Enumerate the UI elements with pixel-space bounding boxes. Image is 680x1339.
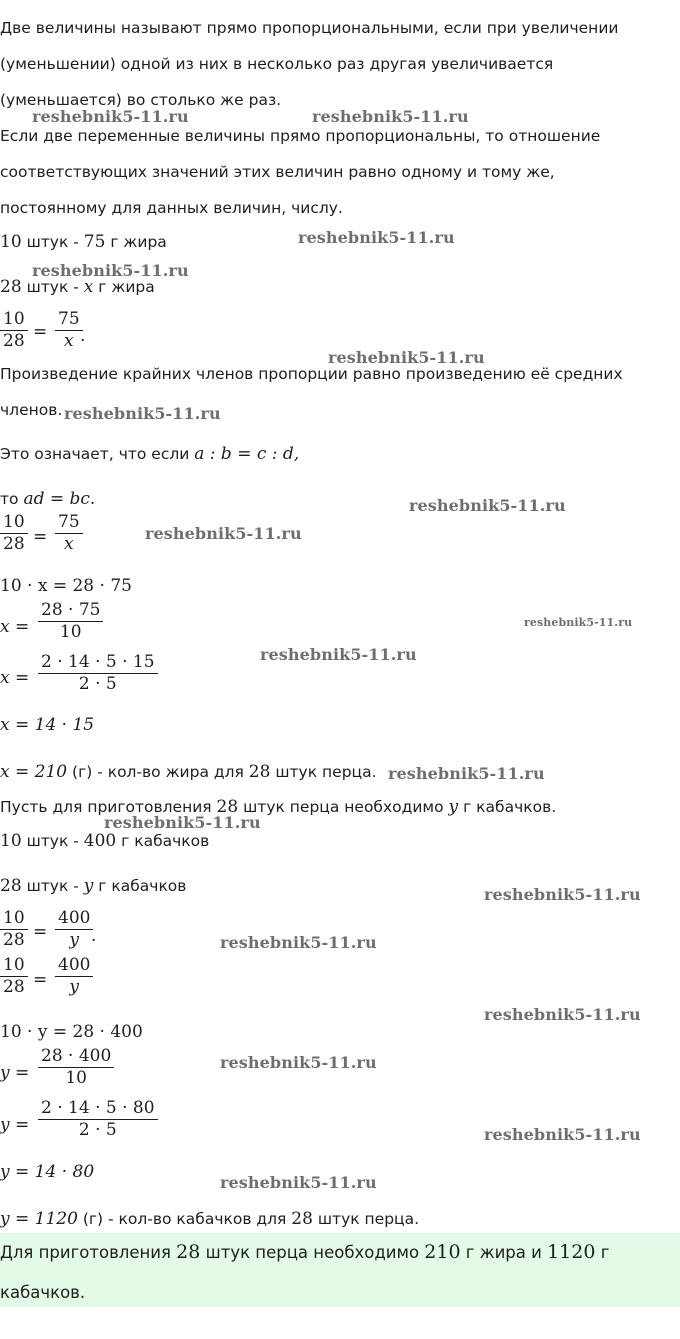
y-step-3-fraction: 28 · 400 10 xyxy=(38,1046,114,1089)
y-step-3-lhs: y = xyxy=(0,1063,30,1083)
zucchini-proportion-left: 10 28 xyxy=(0,908,28,951)
x-result: x = 210 (г) - кол-во жира для 28 штук перца. xyxy=(0,762,377,782)
definition-line-3: (уменьшается) во столько же раз. xyxy=(0,91,282,109)
answer-line-2: кабачков. xyxy=(0,1283,86,1302)
y-step-5: y = 14 · 80 xyxy=(0,1162,95,1182)
watermark: reshebnik5-11.ru xyxy=(220,1173,377,1192)
x-step-5: x = 14 · 15 xyxy=(0,715,95,735)
watermark: reshebnik5-11.ru xyxy=(64,404,221,423)
watermark: reshebnik5-11.ru xyxy=(312,107,469,126)
watermark: reshebnik5-11.ru xyxy=(220,933,377,952)
watermark: reshebnik5-11.ru xyxy=(409,496,566,515)
y-proportion-eq: = xyxy=(33,970,48,990)
zucchini-proportion-dot: . xyxy=(91,926,97,946)
rule-line-1: Произведение крайних членов пропорции равно произведению её средних xyxy=(0,365,623,383)
watermark: reshebnik5-11.ru xyxy=(104,813,261,832)
definition-line-5: соответствующих значений этих величин равно одному и тому же, xyxy=(0,163,555,181)
definition-line-6: постоянному для данных величин, числу. xyxy=(0,199,343,217)
watermark: reshebnik5-11.ru xyxy=(220,1053,377,1072)
y-step-4-lhs: y = xyxy=(0,1115,30,1135)
zucchini-row-1: 10 штук - 400 г кабачков xyxy=(0,831,210,851)
rule-line-3: Это означает, что если a : b = c : d, xyxy=(0,444,300,464)
rule-line-4: то ad = bc. xyxy=(0,489,96,509)
x-step-4-lhs: x = xyxy=(0,668,30,688)
rule-line-2: членов. xyxy=(0,401,63,419)
fat-proportion-left: 10 28 xyxy=(0,309,28,352)
x-step-2: 10 · x = 28 · 75 xyxy=(0,576,132,596)
x-step-4-fraction: 2 · 14 · 5 · 15 2 · 5 xyxy=(38,652,158,695)
definition-line-4: Если две переменные величины прямо пропорциональны, то отношение xyxy=(0,127,601,145)
watermark: reshebnik5-11.ru xyxy=(484,885,641,904)
x-proportion-right: 75 x xyxy=(55,512,83,555)
fat-proportion-dot: . xyxy=(80,326,86,346)
watermark: reshebnik5-11.ru xyxy=(260,645,417,664)
zucchini-intro: Пусть для приготовления 28 штук перца необходимо y г кабачков. xyxy=(0,797,557,817)
y-proportion-left: 10 28 xyxy=(0,955,28,998)
watermark: reshebnik5-11.ru xyxy=(32,107,189,126)
definition-line-2: (уменьшении) одной из них в несколько раз другая увеличивается xyxy=(0,55,554,73)
definition-line-1: Две величины называют прямо пропорциональными, если при увеличении xyxy=(0,19,619,37)
x-proportion-eq: = xyxy=(33,527,48,547)
y-step-4-fraction: 2 · 14 · 5 · 80 2 · 5 xyxy=(38,1098,158,1141)
watermark: reshebnik5-11.ru xyxy=(32,261,189,280)
x-step-3-lhs: x = xyxy=(0,617,30,637)
fat-row-2: 28 штук - x г жира xyxy=(0,277,155,297)
watermark: reshebnik5-11.ru xyxy=(524,616,633,629)
fat-row-1: 10 штук - 75 г жира xyxy=(0,232,167,252)
fat-proportion-right: 75 x xyxy=(55,309,83,352)
x-proportion-left: 10 28 xyxy=(0,512,28,555)
zucchini-row-2: 28 штук - y г кабачков xyxy=(0,876,187,896)
watermark: reshebnik5-11.ru xyxy=(298,228,455,247)
x-step-3-fraction: 28 · 75 10 xyxy=(38,600,103,643)
fat-proportion-eq: = xyxy=(33,322,48,342)
watermark: reshebnik5-11.ru xyxy=(145,524,302,543)
y-step-2: 10 · y = 28 · 400 xyxy=(0,1022,143,1042)
watermark: reshebnik5-11.ru xyxy=(388,764,545,783)
watermark: reshebnik5-11.ru xyxy=(484,1005,641,1024)
answer-line-1: Для приготовления 28 штук перца необходимо 210 г жира и 1120 г xyxy=(0,1241,610,1263)
y-proportion-right: 400 y xyxy=(55,955,93,998)
zucchini-proportion-eq: = xyxy=(33,922,48,942)
y-result: y = 1120 (г) - кол-во кабачков для 28 штук перца. xyxy=(0,1209,420,1229)
watermark: reshebnik5-11.ru xyxy=(484,1125,641,1144)
zucchini-proportion-right: 400 y xyxy=(55,908,93,951)
watermark: reshebnik5-11.ru xyxy=(328,348,485,367)
